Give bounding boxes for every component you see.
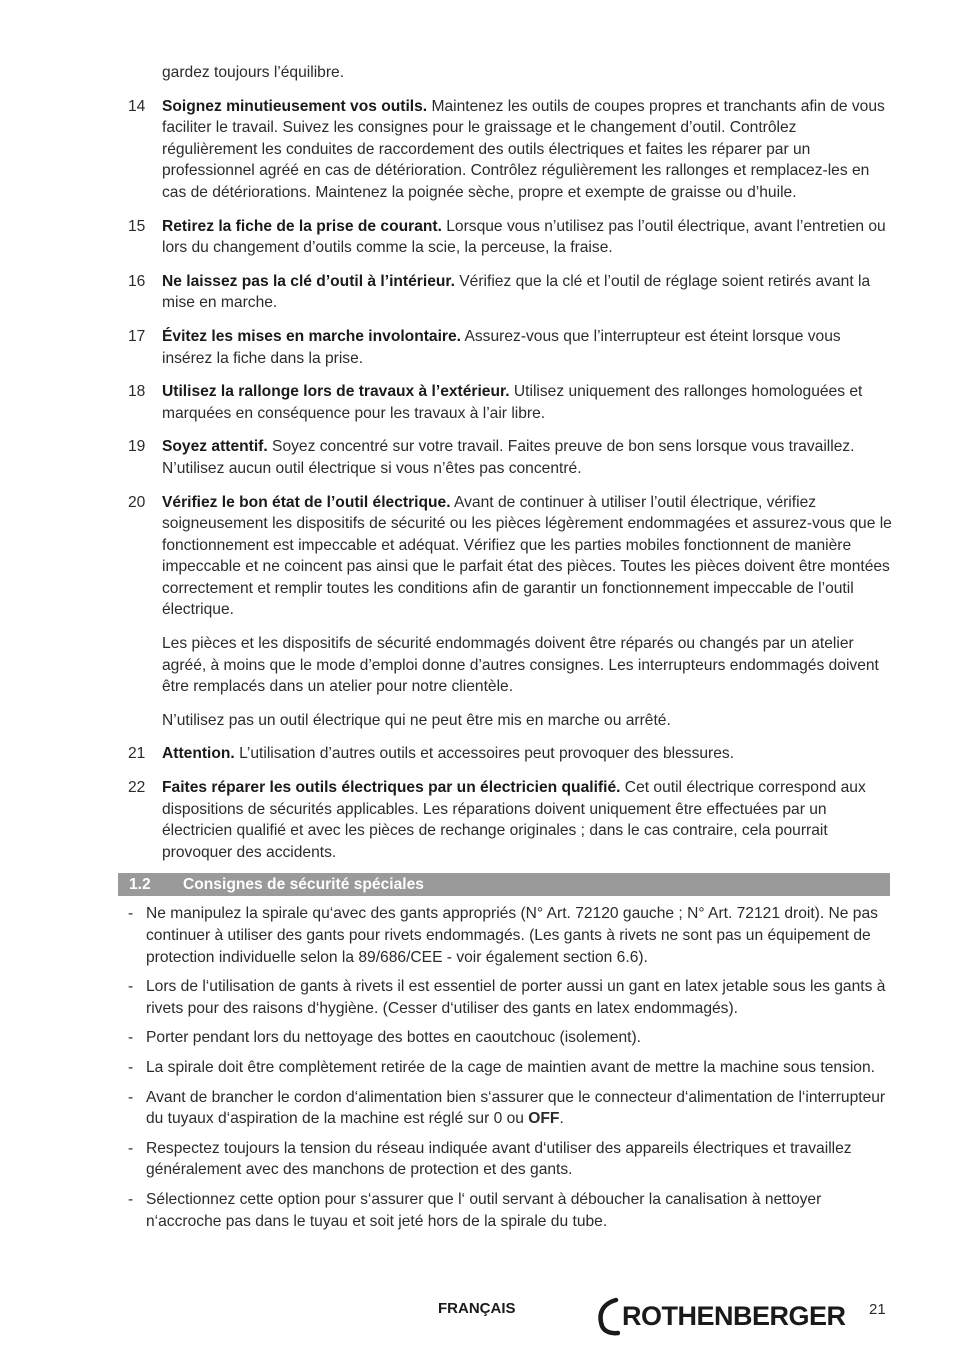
item-title: Faites réparer les outils électriques par un électricien qualifié.	[162, 779, 621, 797]
item-number: 16	[128, 272, 146, 290]
bullet-body: Sélectionnez cette option pour s‘assurer que l‘ outil servant à déboucher la canalisation à nettoyer n‘accroche pas dans le tuyau et soit jeté hors de la spirale du tube.	[146, 1190, 822, 1230]
item-title: Évitez les mises en marche involontaire.	[162, 327, 462, 345]
item-number: 15	[128, 217, 146, 235]
numbered-list	[128, 96, 892, 621]
item-text	[162, 271, 892, 314]
item-text	[162, 436, 892, 479]
bullet-text	[146, 1138, 892, 1181]
item-body: Cet outil électrique correspond aux dispositions de sécurités applicables. Les réparations doivent uniquement être effectuées par un électricien qualifié et avec les pièces de rechange originales ; dans le cas contraire, cela pourrait provoquer des accidents.	[162, 779, 866, 861]
item-body: Assurez-vous que l’interrupteur est éteint lorsque vous insérez la fiche dans la prise.	[162, 327, 841, 367]
item-text	[162, 326, 892, 369]
bullet-item	[128, 976, 892, 1019]
lead-paragraph: gardez toujours l’équilibre.	[162, 64, 345, 81]
numbered-item	[128, 743, 892, 765]
brand-name: ROTHENBERGER	[622, 1300, 846, 1331]
item-text	[162, 743, 892, 765]
bullet-body: La spirale doit être complètement retirée de la cage de maintien avant de mettre la machine sous tension.	[146, 1058, 875, 1076]
item-title: Ne laissez pas la clé d’outil à l’intérieur.	[162, 272, 455, 290]
item-text	[162, 777, 892, 863]
logo-swoosh-icon	[594, 1296, 620, 1336]
numbered-item	[128, 436, 892, 479]
bullet-dash: -	[128, 1058, 134, 1076]
bullet-text	[146, 1189, 892, 1232]
item-number: 17	[128, 327, 146, 345]
item-title: Soyez attentif.	[162, 438, 268, 456]
item-number: 14	[128, 97, 146, 115]
bullet-suffix: .	[559, 1110, 564, 1128]
section-header	[118, 873, 890, 896]
item-body: Soyez concentré sur votre travail. Faites preuve de bon sens lorsque vous travaillez. N’utilisez aucun outil électrique si vous n’êtes pas concentré.	[162, 438, 855, 477]
item-title: Retirez la fiche de la prise de courant.	[162, 217, 442, 235]
bullet-item	[128, 1189, 892, 1232]
numbered-item	[128, 326, 892, 369]
bullet-list	[128, 903, 892, 1232]
bullet-item	[128, 903, 892, 968]
item-body: Avant de continuer à utiliser l’outil électrique, vérifiez soigneusement les dispositifs de sécurité ou les pièces légèrement endommagées et assurez-vous que le fonctionnement est impeccable et adéquat. Vérifiez que les parties mobiles fonctionnent de manière impeccable et ne coincent pas ainsi que le parfait état des pièces. Toutes les pièces doivent être montées correctement et remplir toutes les conditions afin de garantir un fonctionnement impeccable de l’outil électrique.	[162, 493, 892, 619]
item-20-paragraph-3: N’utilisez pas un outil électrique qui ne peut être mis en marche ou arrêté.	[162, 711, 671, 729]
numbered-item	[128, 492, 892, 622]
numbered-list-continued	[128, 743, 892, 863]
footer-language: FRANÇAIS	[438, 1300, 516, 1317]
bullet-text	[146, 1057, 892, 1079]
section-title: Consignes de sécurité spéciales	[183, 876, 424, 894]
bullet-body: Respectez toujours la tension du réseau indiquée avant d‘utiliser des appareils électriques et travaillez généralement avec des manchons de protection et des gants.	[146, 1139, 852, 1179]
bullet-body: Porter pendant lors du nettoyage des bottes en caoutchouc (isolement).	[146, 1029, 641, 1047]
section-number: 1.2	[129, 876, 151, 894]
bullet-item	[128, 1087, 892, 1130]
bullet-text	[146, 1027, 892, 1049]
bullet-text	[146, 903, 892, 968]
numbered-item	[128, 216, 892, 259]
item-text	[162, 96, 892, 204]
item-body: L’utilisation d’autres outils et accessoires peut provoquer des blessures.	[234, 745, 735, 763]
item-title: Vérifiez le bon état de l’outil électrique.	[162, 493, 451, 511]
brand-logo	[594, 1296, 846, 1336]
bullet-emphasis: OFF	[528, 1110, 560, 1128]
item-text	[162, 381, 892, 424]
item-number: 21	[128, 745, 146, 763]
bullet-dash: -	[128, 905, 134, 923]
item-text	[162, 216, 892, 259]
item-number: 22	[128, 779, 146, 797]
bullet-dash: -	[128, 1029, 134, 1047]
bullet-text	[146, 1087, 892, 1130]
bullet-body: Lors de l‘utilisation de gants à rivets il est essentiel de porter aussi un gant en latex jetable sous les gants à rivets pour des raisons d‘hygiène. (Cesser d‘utiliser des gants en latex endommagés).	[146, 978, 886, 1017]
item-title: Soignez minutieusement vos outils.	[162, 97, 428, 115]
item-title: Attention.	[162, 745, 235, 763]
item-number: 20	[128, 493, 146, 511]
bullet-dash: -	[128, 1190, 134, 1208]
item-20-paragraph-2: Les pièces et les dispositifs de sécurité endommagés doivent être réparés ou changés par un atelier agréé, à moins que le mode d’emploi donne d’autres consignes. Les interrupteurs endommagés doivent être remplacés dans un atelier pour notre clientèle.	[162, 635, 879, 696]
item-text	[162, 492, 892, 622]
bullet-dash: -	[128, 1139, 134, 1157]
numbered-item	[128, 381, 892, 424]
item-title: Utilisez la rallonge lors de travaux à l’extérieur.	[162, 383, 510, 401]
bullet-item	[128, 1027, 892, 1049]
item-body: Vérifiez que la clé et l’outil de réglage soient retirés avant la mise en marche.	[162, 272, 871, 312]
item-body: Utilisez uniquement des rallonges homologuées et marquées en conséquence pour les travaux à l’air libre.	[162, 383, 863, 422]
numbered-item	[128, 96, 892, 204]
document-body	[128, 62, 892, 1232]
numbered-item	[128, 271, 892, 314]
bullet-dash: -	[128, 1088, 134, 1106]
item-body: Maintenez les outils de coupes propres et tranchants afin de vous faciliter le travail. Suivez les consignes pour le graissage et le changement d’outil. Contrôlez régulièrement les conduites de raccordement des outils électriques et faites les réparer par un professionnel agréé en cas de détérioration. Contrôlez régulièrement les rallonges et remplacez-les en cas de détériorations. Maintenez la poignée sèche, propre et exempte de graisse ou d’huile.	[162, 97, 885, 201]
bullet-item	[128, 1138, 892, 1181]
item-number: 19	[128, 438, 146, 456]
bullet-item	[128, 1057, 892, 1079]
item-number: 18	[128, 383, 146, 401]
numbered-item	[128, 777, 892, 863]
bullet-dash: -	[128, 978, 134, 996]
item-body: Lorsque vous n’utilisez pas l’outil électrique, avant l’entretien ou lors du changement d’outils comme la scie, la perceuse, la fraise.	[162, 217, 886, 257]
bullet-text	[146, 976, 892, 1019]
bullet-body: Avant de brancher le cordon d‘alimentation bien s‘assurer que le connecteur d‘alimentation de l‘interrupteur du tuyaux d‘aspiration de la machine est réglé sur 0 ou	[146, 1088, 886, 1128]
bullet-body: Ne manipulez la spirale qu‘avec des gants appropriés (N° Art. 72120 gauche ; N° Art. 72121 droit). Ne pas continuer à utiliser des gants pour rivets endommagés. (Les gants à rivets ne sont pas un équipement de protection individuelle selon la 89/686/CEE - voir également section 6.6).	[146, 905, 878, 966]
page-number: 21	[869, 1301, 886, 1318]
